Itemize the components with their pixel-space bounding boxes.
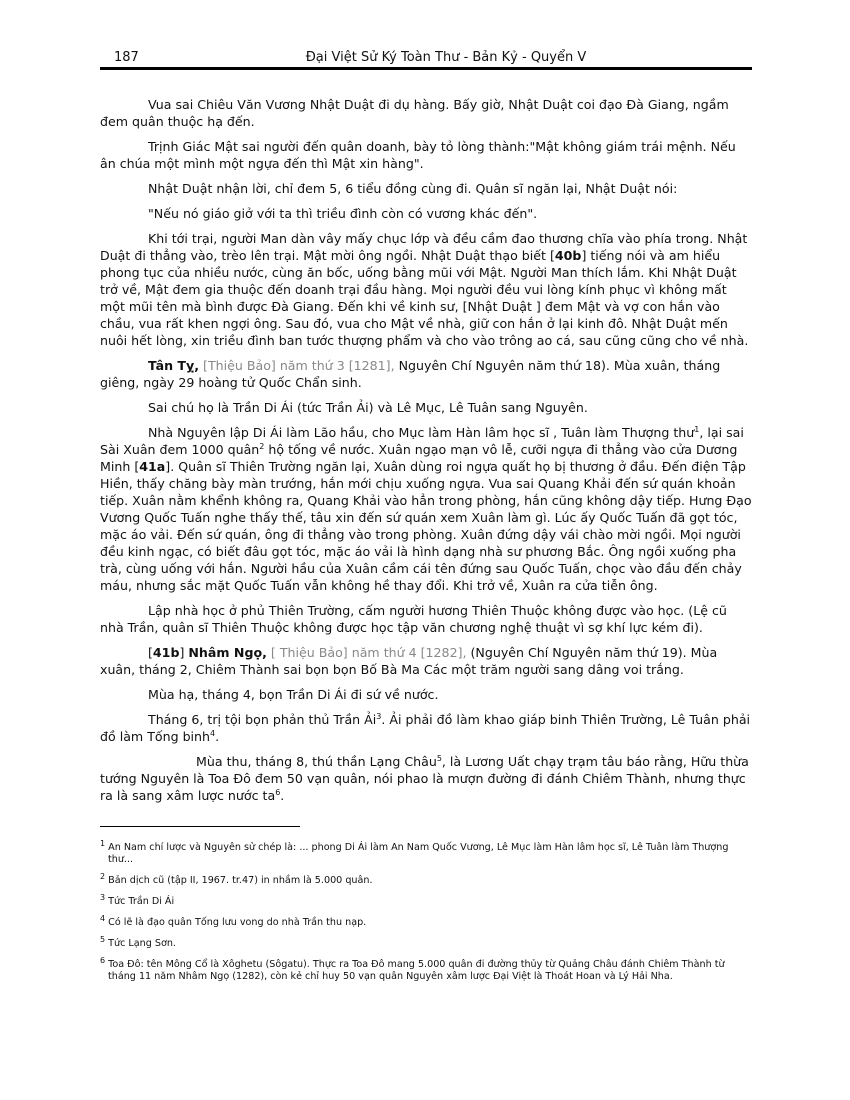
folio-marker: 41b <box>152 645 180 660</box>
footnote <box>100 838 752 866</box>
footnote-text: Có lẽ là đạo quân Tống lưu vong do nhà Trần thu nạp. <box>108 917 367 928</box>
footnote-text: Toa Đô: tên Mông Cổ là Xôghetu (Sôgatu). Thực ra Toa Đô mang 5.000 quân đi đường thủy từ Quảng Châu đánh Chiêm Thành từ tháng 11 năm Nhâm Ngọ (1282), còn kẻ chỉ huy 50 vạn quân Nguyên xâm lược Đại Việt là Thoát Hoan và Lý Hải Nha. <box>108 959 725 982</box>
text-run: Tháng 6, trị tội bọn phản thủ Trần Ải <box>148 712 377 727</box>
text-run: Mùa thu, tháng 8, thú thần Lạng Châu <box>196 754 437 769</box>
text-run: . <box>215 729 220 744</box>
year-heading: Tân Tỵ, <box>148 358 200 373</box>
footnote <box>100 871 752 887</box>
text-run: Khi tới trại, người Man dàn vây mấy chục lớp và đều cầm đao thương chĩa vào phía trong. Nhật Duật đi thẳng vào, trèo lên trại. Mật mời ông ngồi. Nhật Duật thạo biết [ <box>100 231 748 263</box>
paragraph: Vua sai Chiêu Văn Vương Nhật Duật đi dụ hàng. Bấy giờ, Nhật Duật coi đạo Đà Giang, ngầm đem quân thuộc hạ đến. <box>100 97 729 129</box>
running-title: Đại Việt Sử Ký Toàn Thư - Bản Kỷ - Quyển V <box>305 50 587 65</box>
text-run: ] tiếng nói và am hiểu phong tục của nhiều nước, cùng ăn bốc, uống bằng mũi với Mật. Người Man thích lắm. Khi Nhật Duật trở về, Mật đem gia thuộc đến doanh trại đầu hàng. Mọi người đều vui lòng kính phục vì không mất một mũi tên mà bình được Đà Giang. Đến khi về kinh sư, [Nhật Duật ] đem Mật và vợ con hắn vào chầu, vua rất khen ngợi ông. Sau đó, vua cho Mật về nhà, giữ con hắn ở lại kinh đô. Nhật Duật mến nuôi hết lòng, xin triều đình ban tước thượng phẩm và cho vào trông ao cá, sau cũng cũng cho về nhà. <box>100 248 749 348</box>
year-entry: [41b] Nhâm Ngọ, [ Thiệu Bảo] năm thứ 4 [1282], (Nguyên Chí Nguyên năm thứ 19). Mùa xuân, tháng 2, Chiêm Thành sai bọn bọn Bố Bà Ma Các một trăm người sang dâng voi trắng. <box>100 645 718 677</box>
footnote-number: 3 <box>100 892 106 902</box>
text-run: ]. Quân sĩ Thiên Trường ngăn lại, Xuân dùng roi ngựa quất họ bị thương ở đầu. Đến điện Tập Hiền, thấy chăng bày màn trướng, hắn mới chịu xuống ngựa. Vua sai Quang Khải đến sứ quán khoản tiếp. Xuân nằm khểnh không ra, Quang Khải vào hẳn trong phòng, hắn cũng không dậy tiếp. Hưng Đạo Vương Quốc Tuấn nghe thấy thế, tâu xin đến sứ quán xem Xuân làm gì. Lúc ấy Quốc Tuấn đã gọt tóc, mặc áo vải. Đến sứ quán, ông đi thẳng vào trong phòng. Xuân đứng dậy vái chào mời ngồi. Mọi người đều kinh ngạc, có biết đâu gọt tóc, mặc áo vải là hình dạng nhà sư phương Bắc. Ông ngồi xuống pha trà, cùng uống với hắn. Người hầu của Xuân cầm cái tên đứng sau Quốc Tuấn, chọc vào đầu đến chảy máu, nhưng sắc mặt Quốc Tuấn vẫn không hề thay đổi. Khi trở về, Xuân ra cửa tiễn ông. <box>100 459 752 593</box>
footnotes <box>100 838 752 992</box>
footnote-ref[interactable]: 4 <box>210 728 216 738</box>
text-run: (Nguyên Chí Nguyên năm thứ 19). Mùa xuân, tháng 2, Chiêm Thành sai bọn bọn Bố Bà Ma Các một trăm người sang dâng voi trắng. <box>100 645 718 677</box>
footnote-ref[interactable]: 2 <box>259 441 265 451</box>
text-run: . <box>280 788 285 803</box>
footnote <box>100 934 752 950</box>
paragraph <box>100 711 752 745</box>
header-rule <box>100 67 752 70</box>
text-run: , lại sai Sài Xuân đem 1000 quân <box>100 425 744 457</box>
reign-note: [Thiệu Bảo] năm thứ 3 [1281], <box>203 358 395 373</box>
text-run: . Ải phải đồ làm khao giáp binh Thiên Trường, Lê Tuân phải đồ làm Tống binh <box>100 712 751 744</box>
folio-marker: 40b <box>554 248 582 263</box>
footnote-ref[interactable]: 5 <box>436 753 442 763</box>
paragraph: Lập nhà học ở phủ Thiên Trường, cấm người hương Thiên Thuộc không được vào học. (Lệ cũ nhà Trần, quân sĩ Thiên Thuộc không được học tập văn chương nghệ thuật vì sợ khí lực kém đi). <box>100 603 727 635</box>
folio-marker: 41a <box>139 459 166 474</box>
footnote-number: 2 <box>100 871 106 881</box>
footnote-text: Tức Trần Di Ái <box>108 896 175 907</box>
paragraph <box>100 230 752 349</box>
year-heading: Nhâm Ngọ, <box>188 645 267 660</box>
footnote <box>100 892 752 908</box>
paragraph: Sai chú họ là Trần Di Ái (tức Trần Ải) và Lê Mục, Lê Tuân sang Nguyên. <box>148 400 588 415</box>
footnote-ref[interactable]: 3 <box>376 711 382 721</box>
footnote-ref[interactable]: 1 <box>694 424 700 434</box>
footnote-number: 5 <box>100 934 106 944</box>
page-header <box>100 46 752 68</box>
text-run: hộ tống về nước. Xuân ngạo mạn vô lễ, cưỡi ngựa đi thẳng vào cửa Dương Minh [ <box>100 442 738 474</box>
paragraph: "Nếu nó giáo giở với ta thì triều đình còn có vương khác đến". <box>148 206 538 221</box>
footnote-number: 1 <box>100 838 106 848</box>
paragraph <box>100 424 752 594</box>
footnote-text: An Nam chí lược và Nguyên sử chép là: ... phong Di Ái làm An Nam Quốc Vương, Lê Mục làm Hàn lâm học sĩ, Lê Tuân làm Thượng thư... <box>108 842 729 865</box>
footnote-number: 6 <box>100 955 106 965</box>
footnote-number: 4 <box>100 913 106 923</box>
footnote <box>100 955 752 983</box>
paragraph: Trịnh Giác Mật sai người đến quân doanh, bày tỏ lòng thành:"Mật không giám trái mệnh. Nếu ân chúa một mình một ngựa đến thì Mật xin hàng". <box>100 139 736 171</box>
year-entry <box>100 357 752 391</box>
footnote-text: Bản dịch cũ (tập II, 1967. tr.47) in nhầm là 5.000 quân. <box>108 875 373 886</box>
text-run: Nhà Nguyên lập Di Ái làm Lão hầu, cho Mục làm Hàn lâm học sĩ , Tuân làm Thượng thư <box>148 425 695 440</box>
text-run: , là Lương Uất chạy trạm tâu báo rằng, Hữu thừa tướng Nguyên là Toa Đô đem 50 vạn quân, nói phao là mượn đường đi đánh Chiêm Thành, nhưng thực ra là sang xâm lược nước ta <box>100 754 749 803</box>
footnote-ref[interactable]: 6 <box>275 787 281 797</box>
footnote-text: Tức Lạng Sơn. <box>108 938 176 949</box>
text-run: Nguyên Chí Nguyên năm thứ 18). Mùa xuân, tháng giêng, ngày 29 hoàng tử Quốc Chẩn sinh. <box>100 358 721 390</box>
footnote <box>100 913 752 929</box>
paragraph: Mùa hạ, tháng 4, bọn Trần Di Ái đi sứ về nước. <box>148 687 439 702</box>
reign-note: [ Thiệu Bảo] năm thứ 4 [1282], <box>270 645 467 660</box>
page-number: 187 <box>114 50 139 65</box>
paragraph: Nhật Duật nhận lời, chỉ đem 5, 6 tiểu đồng cùng đi. Quân sĩ ngăn lại, Nhật Duật nói: <box>148 181 678 196</box>
main-text <box>100 96 752 812</box>
footnote-separator <box>100 826 300 827</box>
paragraph <box>100 753 752 804</box>
